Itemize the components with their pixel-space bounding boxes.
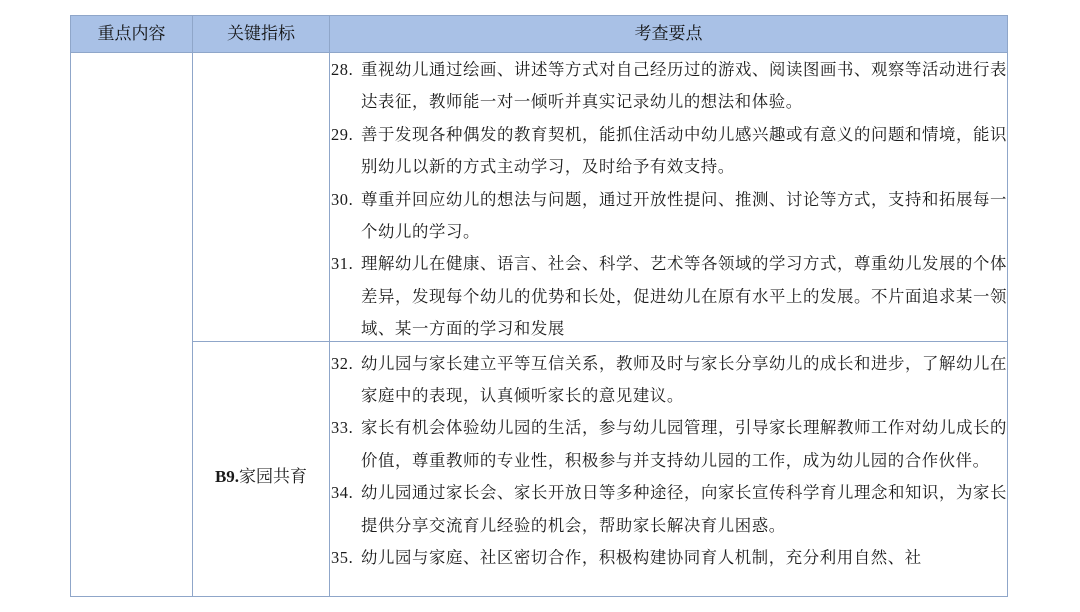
item-number: 33.	[331, 418, 354, 438]
list-item	[331, 412, 1007, 477]
item-number: 34.	[331, 483, 354, 503]
list-item	[331, 542, 1007, 574]
header-key-content: 重点内容	[97, 24, 166, 44]
list-item	[331, 184, 1007, 249]
check-points-list	[331, 54, 1007, 575]
table-header	[71, 16, 1007, 53]
item-number: 35.	[331, 548, 354, 568]
column-divider-2	[329, 16, 330, 596]
criteria-table	[70, 15, 1008, 597]
item-text: 尊重并回应幼儿的想法与问题，通过开放性提问、推测、讨论等方式，支持和拓展每一个幼儿的学习。	[361, 189, 1007, 242]
item-text: 幼儿园通过家长会、家长开放日等多种途径，向家长宣传科学育儿理念和知识，为家长提供分享交流育儿经验的机会，帮助家长解决育儿困惑。	[361, 483, 1007, 535]
item-number: 29.	[331, 124, 354, 144]
column-divider-1	[192, 16, 193, 596]
indicator-name: 家园共育	[239, 467, 308, 487]
item-text: 幼儿园与家长建立平等互信关系，教师及时与家长分享幼儿的成长和进步，了解幼儿在家庭中的表现，认真倾听家长的意见建议。	[361, 353, 1007, 406]
list-item	[331, 348, 1007, 413]
header-check-points: 考查要点	[634, 24, 703, 44]
header-key-indicator: 关键指标	[227, 24, 295, 44]
item-number: 31.	[331, 254, 354, 274]
item-number: 30.	[331, 189, 354, 209]
item-number: 28.	[331, 60, 354, 79]
list-item	[331, 477, 1007, 542]
item-text: 幼儿园与家庭、社区密切合作，积极构建协同育人机制，充分利用自然、社	[361, 548, 922, 568]
indicator-b9	[193, 462, 329, 487]
list-item	[331, 54, 1007, 119]
item-text: 善于发现各种偶发的教育契机，能抓住活动中幼儿感兴趣或有意义的问题和情境，能识别幼儿以新的方式主动学习，及时给予有效支持。	[361, 124, 1007, 177]
list-item	[331, 119, 1007, 184]
indicator-code: B9.	[214, 467, 240, 486]
item-number: 32.	[331, 353, 354, 373]
item-text: 理解幼儿在健康、语言、社会、科学、艺术等各领域的学习方式，尊重幼儿发展的个体差异，发现每个幼儿的优势和长处，促进幼儿在原有水平上的发展。不片面追求某一领域、某一方面的学习和发展	[361, 254, 1007, 339]
item-text: 家长有机会体验幼儿园的生活，参与幼儿园管理，引导家长理解教师工作对幼儿成长的价值，尊重教师的专业性，积极参与并支持幼儿园的工作，成为幼儿园的合作伙伴。	[361, 418, 1007, 470]
list-item	[331, 248, 1007, 345]
item-text: 重视幼儿通过绘画、讲述等方式对自己经历过的游戏、阅读图画书、观察等活动进行表达表征，教师能一对一倾听并真实记录幼儿的想法和体验。	[361, 60, 1007, 112]
